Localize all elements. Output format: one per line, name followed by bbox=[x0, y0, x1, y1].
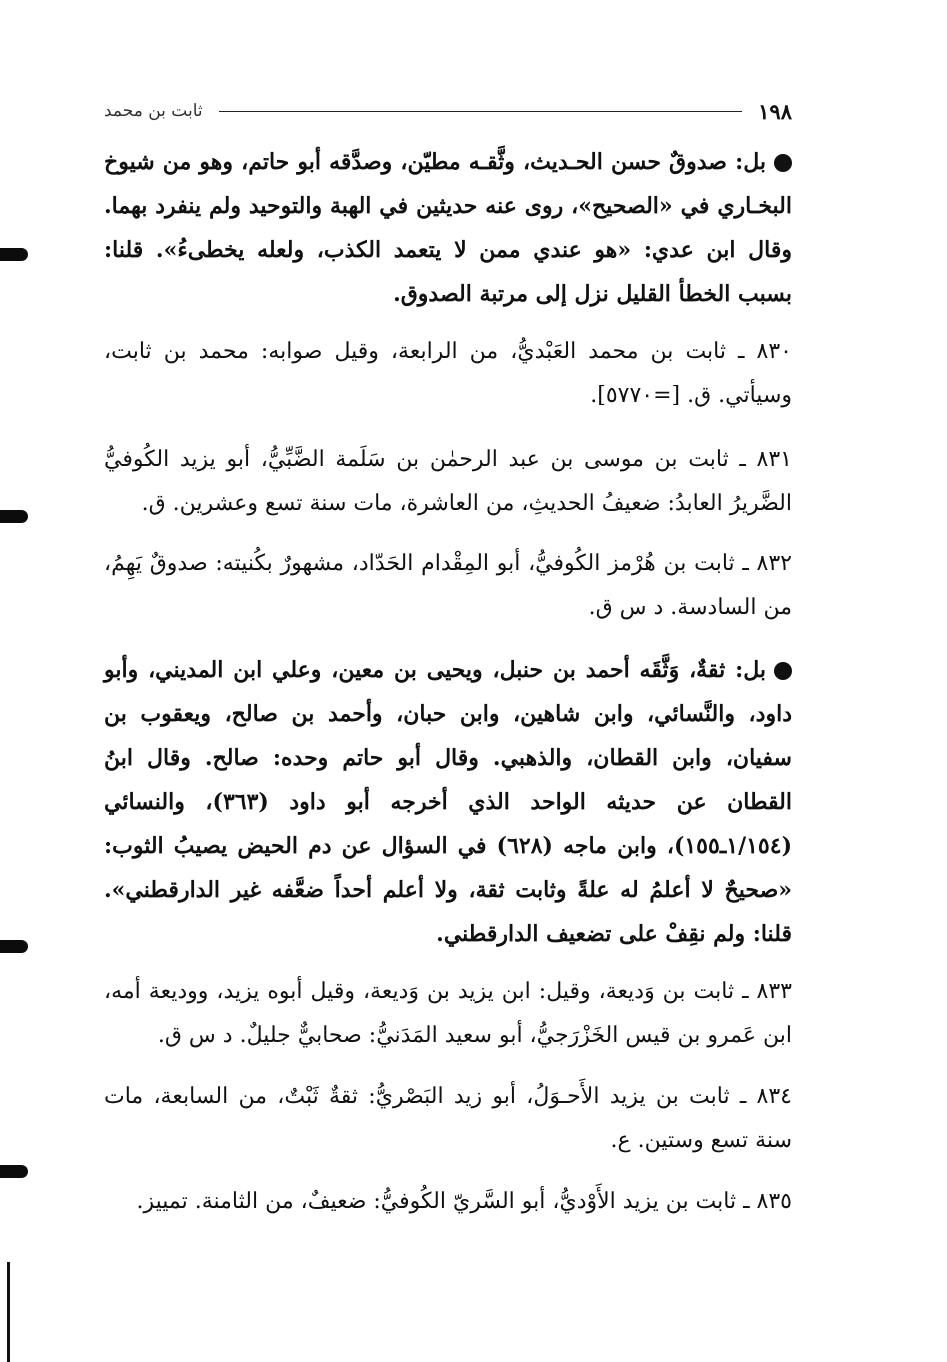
margin-tab-mark bbox=[0, 510, 28, 523]
commentary-paragraph bbox=[104, 140, 792, 316]
entry-834: ٨٣٤ ـ ثابت بن يزيد الأَحـوَلُ، أبو زيد البَصْريُّ: ثقةٌ ثَبْتٌ، من السابعة، مات سنة تسع وستين. ع. bbox=[104, 1084, 792, 1153]
margin-tab-mark bbox=[0, 248, 28, 261]
commentary-prefix: بل: bbox=[726, 149, 766, 175]
entry-833: ٨٣٣ ـ ثابت بن وَديعة، وقيل: ابن يزيد بن وَديعة، وقيل أبوه يزيد، ووديعة أمه، ابن عَمرو بن قيس الخَزْرَجيُّ، أبو سعيد المَدَنيُّ: صحابيٌّ جليلٌ. د س ق. bbox=[104, 979, 792, 1048]
bullet-icon bbox=[774, 154, 792, 172]
commentary-paragraph bbox=[104, 648, 792, 956]
page-number: ١٩٨ bbox=[758, 98, 792, 124]
commentary-prefix: بل: bbox=[725, 657, 766, 683]
binding-edge-line bbox=[7, 1262, 10, 1362]
margin-tab-mark bbox=[0, 1165, 28, 1178]
entry-835: ٨٣٥ ـ ثابت بن يزيد الأَوْديُّ، أبو السَّريّ الكُوفيُّ: ضعيفٌ، من الثامنة. تمييز. bbox=[136, 1189, 792, 1214]
commentary-text: صدوقٌ حسن الحـديث، وثَّقـه مطيّن، وصدَّقه أبو حاتم، وهو من شيوخ البخـاري في «الصحيح»، روى عنه حديثين في الهبة والتوحيد ولم ينفرد بهما. وقال ابن عدي: «هو عندي ممن لا يتعمد الكذب، ولعله يخطىءُ». قلنا: بسبب الخطأ القليل نزل إلى مرتبة الصدوق. bbox=[104, 149, 792, 307]
header-rule bbox=[219, 111, 743, 112]
bullet-icon bbox=[774, 662, 792, 680]
entry-830: ٨٣٠ ـ ثابت بن محمد العَبْديُّ، من الرابعة، وقيل صوابه: محمد بن ثابت، وسيأتي. ق. [=٥٧٧٠]. bbox=[104, 339, 792, 408]
running-head: ثابت بن محمد bbox=[104, 101, 203, 121]
entry-832: ٨٣٢ ـ ثابت بن هُرْمز الكُوفيُّ، أبو المِقْدام الحَدّاد، مشهورٌ بكُنيته: صدوقٌ يَهِمُ، من السادسة. د س ق. bbox=[104, 551, 792, 620]
page-header bbox=[104, 94, 792, 128]
margin-tab-mark bbox=[0, 940, 28, 953]
entry-831: ٨٣١ ـ ثابت بن موسى بن عبد الرحمٰن بن سَلَمة الضَّبِّيُّ، أبو يزيد الكُوفيُّ الضَّريرُ العابدُ: ضعيفُ الحديثِ، من العاشرة، مات سنة تسع وعشرين. ق. bbox=[104, 447, 792, 516]
commentary-text: ثقةٌ، وَثَّقَه أحمد بن حنبل، ويحيى بن معين، وعلي ابن المديني، وأبو داود، والنَّسائي، وابن شاهين، وابن حبان، وأحمد بن صالح، ويعقوب بن سفيان، وابن القطان، والذهبي. وقال أبو حاتم وحده: صالح. وقال ابنُ القطان عن حديثه الواحد الذي أخرجه أبو داود (٣٦٣)، والنسائي (١/١٥٤ـ١٥٥)، وابن ماجه (٦٢٨) في السؤال عن دم الحيض يصيبُ الثوب: «صحيحٌ لا أعلمُ له علةً وثابت ثقة، ولا أعلم أحداً ضعَّفه غير الدارقطني». قلنا: ولم نقِفْ على تضعيف الدارقطني. bbox=[104, 657, 792, 947]
